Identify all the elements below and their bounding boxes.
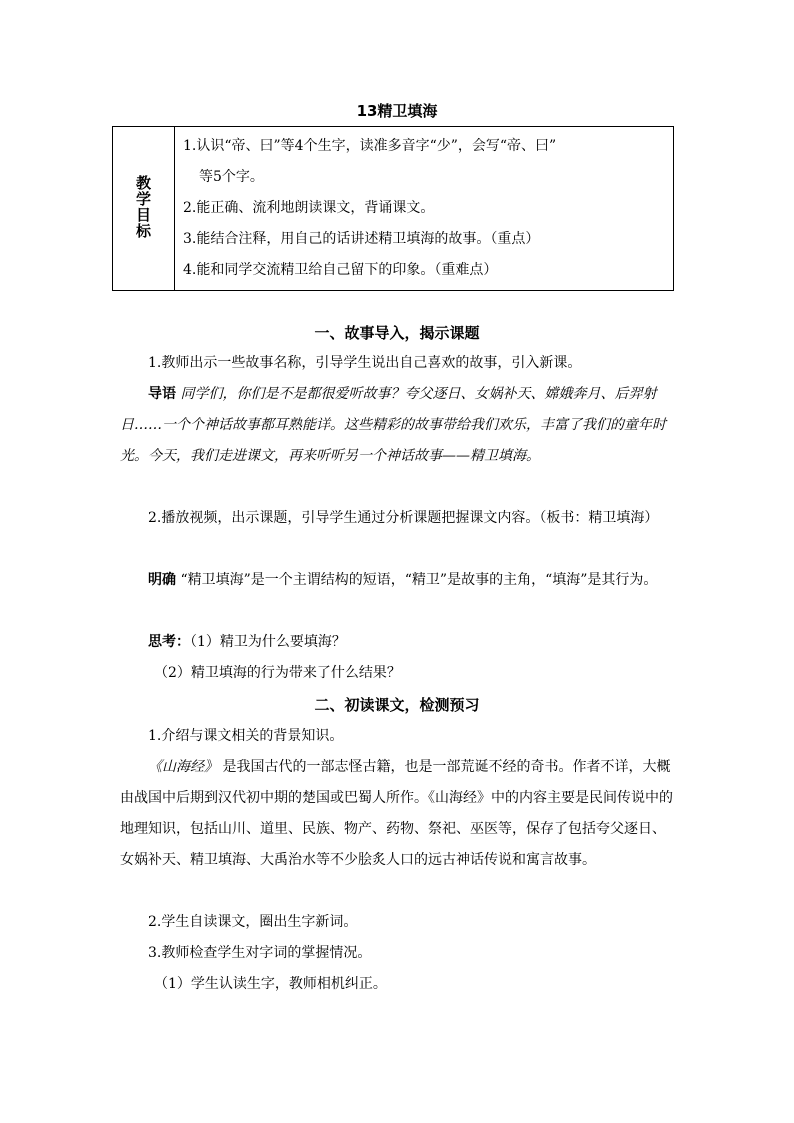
objective-item: 3.能结合注释，用自己的话讲述精卫填海的故事。（重点）: [183, 231, 540, 247]
section-heading-1: 一、故事导入，揭示课题: [314, 324, 480, 342]
section2-paragraph-2: 2.学生自读课文，圈出生字新词。: [148, 914, 358, 930]
sikao-paragraph: [120, 627, 676, 658]
objective-item-continued: 等5个字。: [199, 169, 264, 185]
objectives-label-cell: [113, 127, 175, 291]
objectives-list: [175, 127, 674, 291]
objective-item: 4.能和同学交流精卫给自己留下的印象。（重难点）: [183, 262, 498, 278]
sikao-question-1: （1）精卫为什么要填海？: [190, 634, 346, 650]
book-title: 《山海经》: [148, 759, 218, 775]
section-heading-2: 二、初读课文，检测预习: [314, 696, 480, 714]
mingque-text: “精卫填海”是一个主谓结构的短语，“精卫”是故事的主角，“填海”是其行为。: [176, 572, 658, 588]
book-paragraph: [120, 752, 676, 876]
mingque-label: 明确: [148, 572, 176, 588]
objective-item: 1.认识“帝、曰”等4个生字，读准多音字“少”，会写“帝、曰”: [183, 138, 557, 154]
section1-paragraph-2: 2.播放视频，出示课题，引导学生通过分析课题把握课文内容。（板书：精卫填海）: [148, 510, 659, 526]
daoyu-text: 同学们，你们是不是都很爱听故事？夸父逐日、女娲补天、嫦娥奔月、后羿射日……一个个神话故事都耳熟能详。这些精彩的故事带给我们欢乐，丰富了我们的童年时光。今天，我们走进课文，再来听听另一个神话故事——精卫填海。: [120, 386, 666, 464]
daoyu-label: 导语: [148, 386, 176, 402]
page-title: 13精卫填海: [356, 102, 438, 120]
section2-paragraph-4: （1）学生认读生字，教师相机纠正。: [154, 976, 387, 992]
objectives-label: 教学目标: [134, 174, 152, 239]
book-text: 是我国古代的一部志怪古籍，也是一部荒诞不经的奇书。作者不详，大概由战国中后期到汉代初中期的楚国或巴蜀人所作。《山海经》中的内容主要是民间传说中的地理知识，包括山川、道里、民族、物产、药物、祭祀、巫医等，保存了包括夸父逐日、女娲补天、精卫填海、大禹治水等不少脍炙人口的远古神话传说和寓言故事。: [120, 759, 673, 868]
objectives-table: [112, 126, 674, 291]
sikao-label: 思考：: [148, 634, 190, 650]
section2-paragraph-3: 3.教师检查学生对字词的掌握情况。: [148, 945, 372, 961]
sikao-question-2: （2）精卫填海的行为带来了什么结果？: [154, 665, 401, 681]
section1-paragraph-1: 1.教师出示一些故事名称，引导学生说出自己喜欢的故事，引入新课。: [148, 355, 582, 371]
daoyu-paragraph: [120, 379, 676, 472]
mingque-paragraph: [120, 565, 676, 596]
objective-item: 2.能正确、流利地朗读课文，背诵课文。: [183, 200, 435, 216]
section2-paragraph-1: 1.介绍与课文相关的背景知识。: [148, 728, 344, 744]
